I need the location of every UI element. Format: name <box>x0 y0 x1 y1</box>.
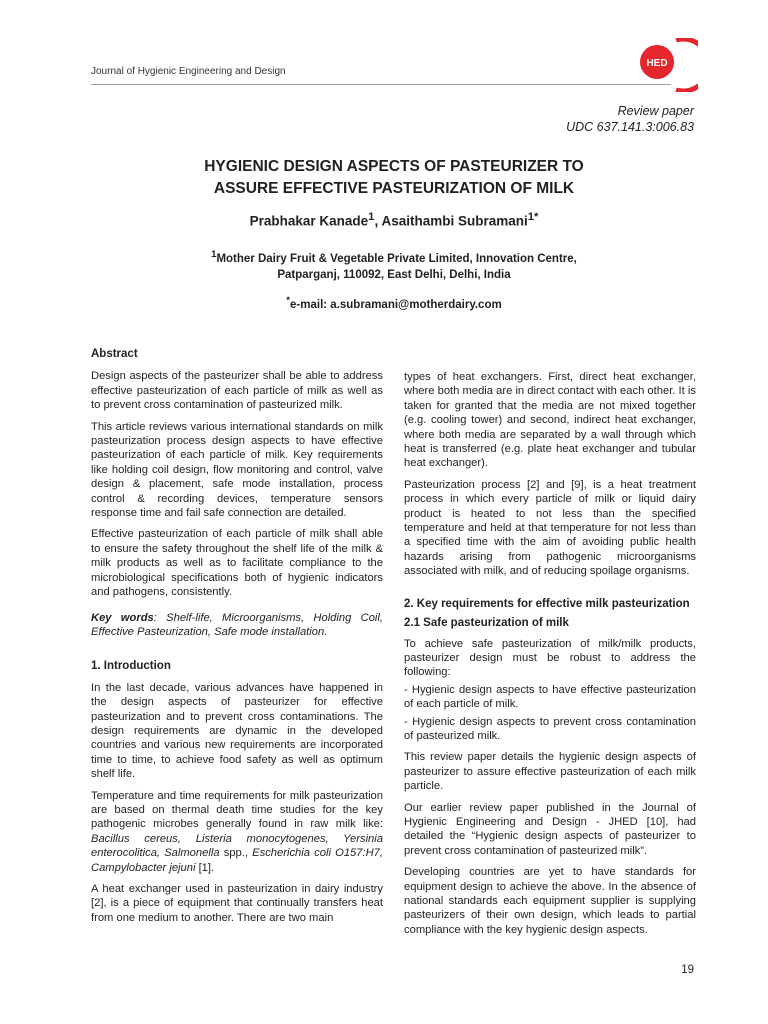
abstract-heading: Abstract <box>91 348 138 360</box>
intro-paragraph-2 <box>91 789 383 875</box>
journal-name: Journal of Hygienic Engineering and Design <box>91 66 286 77</box>
intro-p2-species-2: Escherichia coli O157:H7, Campylobacter jejuni <box>91 847 383 874</box>
right-paragraph-4: This review paper details the hygienic design aspects of pasteurizer to assure effective pasteurization of each milk particle. <box>404 751 696 793</box>
intro-p2-text-b: spp., <box>219 847 253 860</box>
email-text[interactable]: e-mail: a.subramani@motherdairy.com <box>290 298 502 311</box>
keywords <box>91 611 383 640</box>
keywords-label: Key words <box>91 611 154 624</box>
affiliation-line-2: Patparganj, 110092, East Delhi, Delhi, India <box>277 268 511 281</box>
bullet-2: - Hygienic design aspects to prevent cross contamination of pasteurized milk. <box>404 715 696 742</box>
right-paragraph-1: types of heat exchangers. First, direct heat exchanger, where both media are in direct contact with each other. It is taken for granted that the media are not mixed together (e.g. cooling tower) and second, indirect heat exchanger, where both media are separated by a wall through which heat is transferred (e.g. plate heat exchanger and tubular heat exchanger). <box>404 371 696 470</box>
introduction-heading: 1. Introduction <box>91 660 171 673</box>
paper-type: Review paper <box>617 104 694 118</box>
paper-meta <box>566 103 694 135</box>
logo-arc <box>676 39 698 91</box>
affiliation-line-1: Mother Dairy Fruit & Vegetable Private Limited, Innovation Centre, <box>216 252 577 265</box>
email-sup: * <box>286 295 291 306</box>
abstract-paragraph-2: This article reviews various international standards on milk pasteurization process design aspects to have effective pasteurization of each particle of milk. Key requirements like holding coil design, flow monitoring and control, valve design & placement, safe mode installation, process control & recording devices, temperature sensors response time and fail safe connection are detailed. <box>91 420 383 520</box>
paper-title <box>91 156 697 200</box>
title-line-1: HYGIENIC DESIGN ASPECTS OF PASTEURIZER TO <box>204 158 584 175</box>
right-paragraph-2: Pasteurization process [2] and [9], is a heat treatment process in which every particle of milk or liquid dairy product is heated to not less than the specified temperature and held at that temperature for not less than a specified time with the aim of avoiding public health hazards arising from pathogenic microorganisms associated with milk, and of reducing spoilage organisms. <box>404 478 696 578</box>
header-rule <box>91 84 671 85</box>
right-paragraph-6: Developing countries are yet to have standards for equipment design to achieve the above. In the absence of national standards each equipment supplier is supplying pasteurizers of their own design, which leads to partial compliance with the key hygienic design aspects. <box>404 866 696 936</box>
title-line-2: ASSURE EFFECTIVE PASTEURIZATION OF MILK <box>213 180 575 197</box>
abstract-paragraph-1: Design aspects of the pasteurizer shall be able to address effective pasteurization of each particle of milk as well as to prevent cross contamination of pasteurized milk. <box>91 370 383 412</box>
abstract-paragraph-3: Effective pasteurization of each particle of milk shall able to ensure the safety throughout the shelf life of the milk & milk products as well as to facilitate compliance to the microbiological specifications both of hygienic indicators and pathogens, consistently. <box>91 528 383 599</box>
logo-text: HED <box>646 58 668 69</box>
keywords-text: : Shelf-life, Microorganisms, Holding Coil, Effective Pasteurization, Safe mode installation. <box>91 611 383 638</box>
udc-code: UDC 637.141.3:006.83 <box>566 120 694 134</box>
intro-p2-text-c: [1]. <box>195 861 215 874</box>
affiliation <box>91 247 697 283</box>
bullet-1: - Hygienic design aspects to have effective pasteurization of each particle of milk. <box>404 683 696 711</box>
author-1: Prabhakar Kanade <box>249 213 369 229</box>
page-number: 19 <box>681 964 694 976</box>
author-1-sup: 1 <box>368 211 375 223</box>
intro-p2-text-a: Temperature and time requirements for milk pasteurization are based on thermal death time studies for the key pathogenic microbes generally found in raw milk like: <box>91 789 383 831</box>
hed-logo <box>640 38 698 92</box>
intro-p2-species-1: Bacillus cereus, Listeria monocytogenes, Yersinia enterocolitica, Salmonella <box>91 832 383 860</box>
section-2-heading: 2. Key requirements for effective milk pasteurization <box>404 597 690 610</box>
affiliation-sup: 1 <box>211 249 217 260</box>
right-paragraph-3: To achieve safe pasteurization of milk/milk products, pasteurizer design must be robust to address the following: <box>404 637 696 679</box>
intro-paragraph-3: A heat exchanger used in pasteurization in dairy industry [2], is a piece of equipment that continually transfers heat from one medium to another. There are two main <box>91 883 383 924</box>
left-column <box>91 347 383 932</box>
author-separator: , <box>374 213 382 229</box>
section-2-1-heading: 2.1 Safe pasteurization of milk <box>404 617 569 630</box>
right-paragraph-5: Our earlier review paper published in the Journal of Hygienic Engineering and Design - JHED [10], had detailed the “Hygienic design aspects of pasteurizer to prevent cross contamination of pasteurized milk”. <box>404 801 696 857</box>
intro-paragraph-1: In the last decade, various advances have happened in the design aspects of pasteurizer for effective pasteurization and to prevent cross contaminations. The design requirements are dynamic in the developed countries and various new requirements are incorporated time to time, to achieve food safety as well as optimum shelf life. <box>91 681 383 781</box>
author-list <box>91 211 697 229</box>
contact-email <box>91 295 697 311</box>
right-column <box>404 370 696 944</box>
author-2-sup: 1* <box>527 211 539 223</box>
author-2: Asaithambi Subramani <box>381 213 528 229</box>
